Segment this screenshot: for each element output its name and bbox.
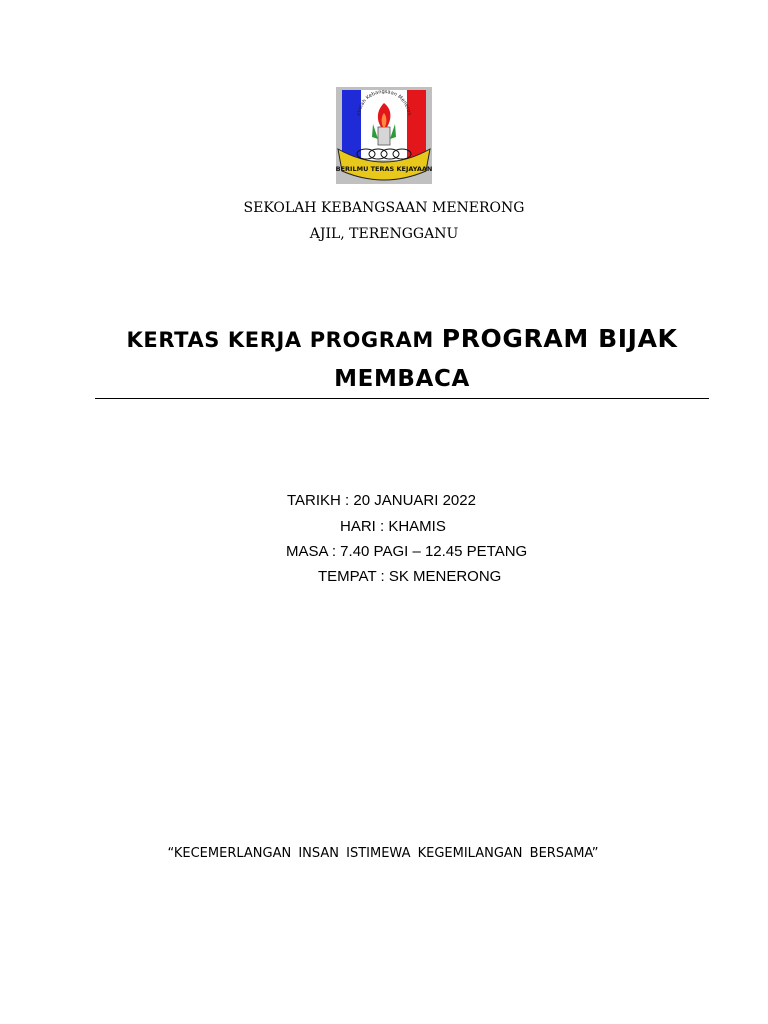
document-title-line2: MEMBACA [334, 366, 470, 392]
school-location: AJIL, TERENGGANU [309, 226, 459, 242]
document-title [0, 324, 768, 353]
detail-masa: MASA : 7.40 PAGI – 12.45 PETANG [286, 543, 528, 560]
detail-tarikh: TARIKH : 20 JANUARI 2022 [287, 492, 476, 509]
school-motto: “KECEMERLANGAN INSAN ISTIMEWA KEGEMILANGAN BERSAMA” [167, 846, 599, 861]
detail-tempat: TEMPAT : SK MENERONG [318, 568, 502, 585]
detail-hari: HARI : KHAMIS [340, 518, 446, 535]
title-program: PROGRAM BIJAK [441, 324, 678, 353]
school-name: SEKOLAH KEBANGSAAN MENERONG [243, 200, 525, 216]
svg-text:Sekolah Kebangsaan Menerong: ekolah Kebangsaan Meneron [356, 88, 412, 116]
title-underline [95, 398, 709, 399]
title-prefix: KERTAS KERJA PROGRAM [126, 328, 442, 352]
school-crest-icon [336, 87, 432, 184]
svg-text:BERILMU TERAS KEJAYAAN: BERILMU TERAS KEJAYAAN [336, 165, 432, 173]
